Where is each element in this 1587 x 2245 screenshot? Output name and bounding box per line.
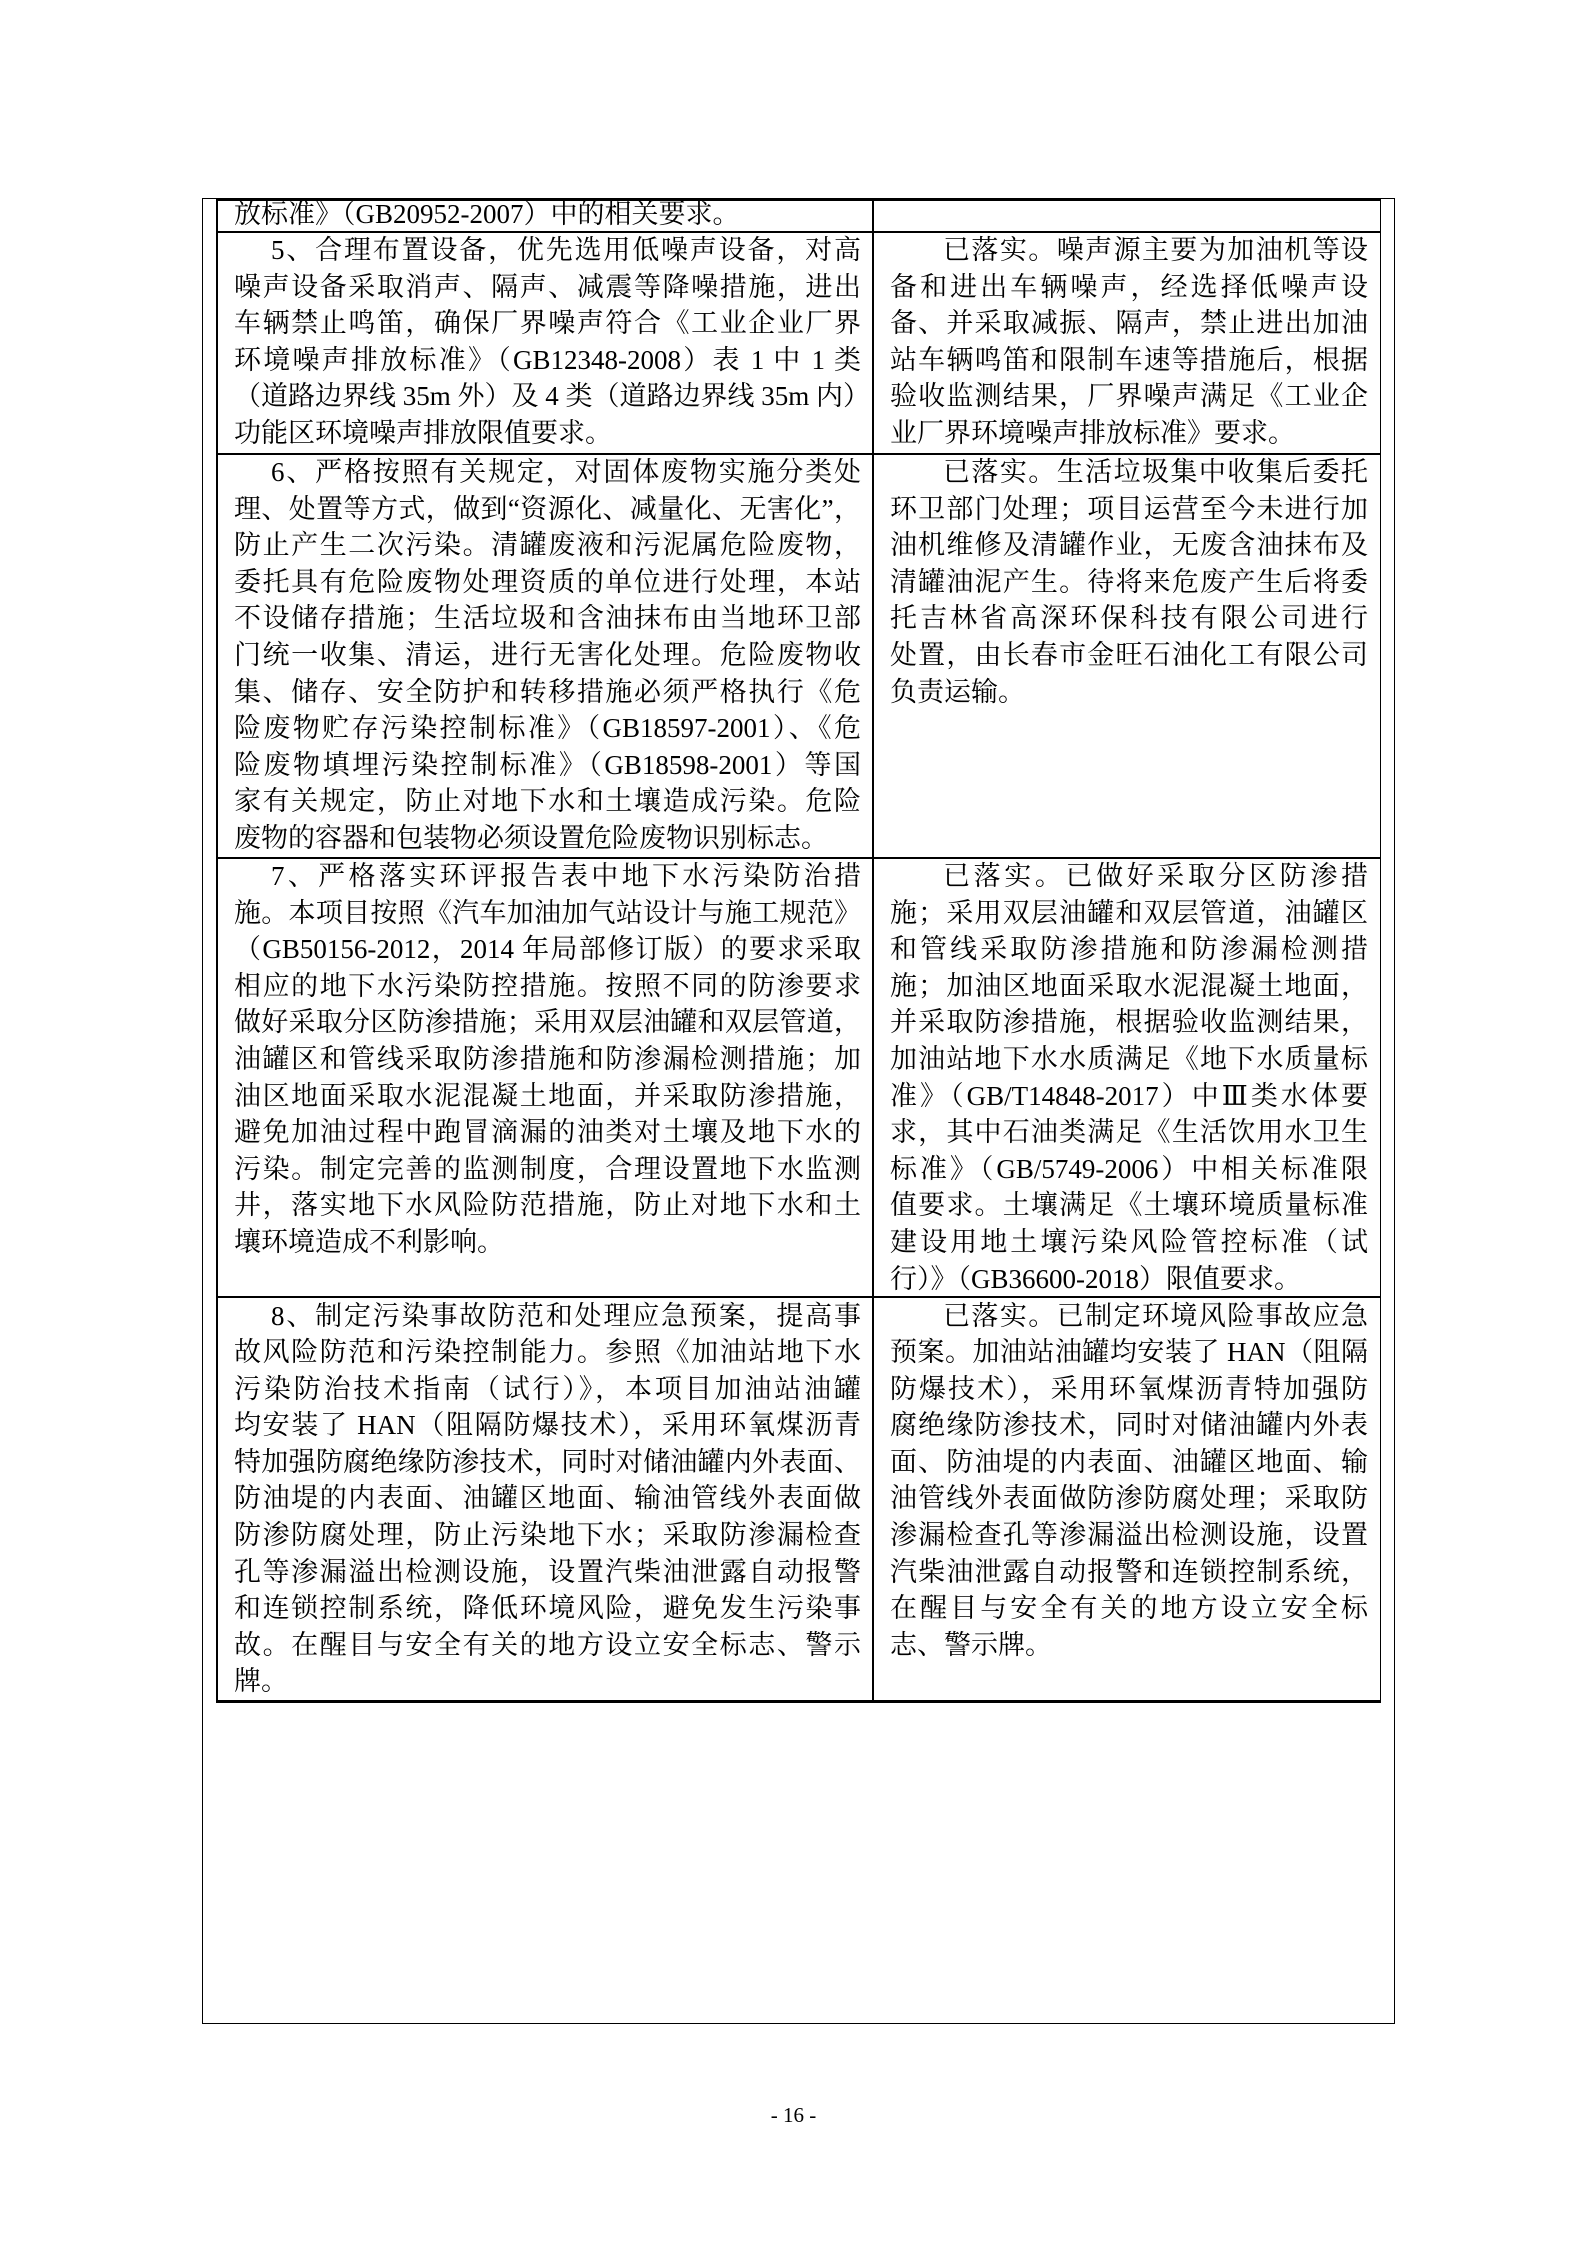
requirement-line: 特加强防腐绝缘防渗技术，同时对储油罐内外表面、 <box>234 1446 861 1477</box>
implementation-cell <box>873 1298 1381 1700</box>
requirement-line: 防止产生二次污染。清罐废液和污泥属危险废物， <box>234 530 861 561</box>
implementation-line: 加油站地下水水质满足《地下水质量标 <box>890 1043 1368 1074</box>
implementation-line: 清罐油泥产生。待将来危废产生后将委 <box>890 566 1368 597</box>
requirement-line: 和连锁控制系统，降低环境风险，避免发生污染事 <box>234 1593 861 1624</box>
requirement-line: 牌。 <box>234 1666 288 1697</box>
requirement-line: 污染防治技术指南（试行）》，本项目加油站油罐 <box>234 1373 861 1404</box>
table-row <box>216 858 1381 1296</box>
requirement-line: 防油堤的内表面、油罐区地面、输油管线外表面做 <box>234 1483 861 1514</box>
implementation-cell <box>873 858 1381 1296</box>
implementation-line: 已落实。噪声源主要为加油机等设 <box>943 235 1368 265</box>
implementation-line: 标准》（GB/5749-2006）中相关标准限 <box>890 1153 1368 1184</box>
requirement-line: 7、严格落实环评报告表中地下水污染防治措 <box>271 861 861 891</box>
requirement-line: 废物的容器和包装物必须设置危险废物识别标志。 <box>234 822 828 853</box>
implementation-line: 志、警示牌。 <box>890 1629 1052 1660</box>
implementation-line: 在醒目与安全有关的地方设立安全标 <box>890 1593 1368 1624</box>
requirement-line: 做好采取分区防渗措施；采用双层油罐和双层管道， <box>234 1007 861 1038</box>
implementation-line: 准》（GB/T14848-2017）中Ⅲ类水体要 <box>890 1080 1368 1111</box>
requirement-line: 车辆禁止鸣笛，确保厂界噪声符合《工业企业厂界 <box>234 308 861 339</box>
requirement-line: 5、合理布置设备，优先选用低噪声设备，对高 <box>271 235 861 265</box>
requirement-line: 避免加油过程中跑冒滴漏的油类对土壤及地下水的 <box>234 1117 861 1148</box>
requirement-line: 环境噪声排放标准》（GB12348-2008）表 1 中 1 类 <box>234 344 861 375</box>
requirement-cell <box>216 454 873 857</box>
requirement-line: 壤环境造成不利影响。 <box>234 1226 504 1257</box>
page-number: - 16 - <box>770 2103 817 2127</box>
requirement-line: 故风险防范和污染控制能力。参照《加油站地下水 <box>234 1337 861 1368</box>
requirement-line: 放标准》（GB20952-2007）中的相关要求。 <box>234 199 740 229</box>
implementation-line: 站车辆鸣笛和限制车速等措施后，根据 <box>890 344 1368 375</box>
requirement-line: 油罐区和管线采取防渗措施和防渗漏检测措施；加 <box>234 1043 861 1074</box>
implementation-line: 环卫部门处理；项目运营至今未进行加 <box>890 493 1368 524</box>
implementation-line: 并采取防渗措施，根据验收监测结果， <box>890 1007 1368 1038</box>
requirement-line: 委托具有危险废物处理资质的单位进行处理，本站 <box>234 566 861 597</box>
compliance-table <box>216 198 1381 1703</box>
requirement-line: 功能区环境噪声排放限值要求。 <box>234 417 612 448</box>
table-row <box>216 198 1381 231</box>
implementation-line: 施；加油区地面采取水泥混凝土地面， <box>890 970 1368 1001</box>
implementation-cell <box>873 198 1381 231</box>
implementation-line: 和管线采取防渗措施和防渗漏检测措 <box>890 934 1368 965</box>
implementation-line: 已落实。已制定环境风险事故应急 <box>943 1300 1368 1331</box>
implementation-line: 业厂界环境噪声排放标准》要求。 <box>890 417 1295 448</box>
implementation-line: 值要求。土壤满足《土壤环境质量标准 <box>890 1190 1368 1221</box>
implementation-line: 已落实。生活垃圾集中收集后委托 <box>943 457 1368 487</box>
implementation-line: 防爆技术），采用环氧煤沥青特加强防 <box>890 1373 1368 1404</box>
requirement-line: 噪声设备采取消声、隔声、减震等降噪措施，进出 <box>234 271 861 302</box>
implementation-line: 渗漏检查孔等渗漏溢出检测设施，设置 <box>890 1520 1368 1551</box>
requirement-line: 均安装了 HAN（阻隔防爆技术），采用环氧煤沥青 <box>234 1410 861 1441</box>
requirement-cell <box>216 232 873 453</box>
requirement-line: 孔等渗漏溢出检测设施，设置汽柴油泄露自动报警 <box>234 1556 861 1587</box>
requirement-line: 险废物贮存污染控制标准》（GB18597-2001）、《危 <box>234 713 861 744</box>
requirement-line: 故。在醒目与安全有关的地方设立安全标志、警示 <box>234 1629 861 1660</box>
requirement-cell <box>216 1298 873 1700</box>
requirement-line: 井，落实地下水风险防范措施，防止对地下水和土 <box>234 1190 861 1221</box>
requirement-line: 门统一收集、清运，进行无害化处理。危险废物收 <box>234 639 861 670</box>
implementation-line: 建设用地土壤污染风险管控标准（试 <box>890 1226 1368 1257</box>
requirement-line: 8、制定污染事故防范和处理应急预案，提高事 <box>271 1300 861 1331</box>
implementation-line: 备和进出车辆噪声，经选择低噪声设 <box>890 271 1368 302</box>
requirement-line: 污染。制定完善的监测制度，合理设置地下水监测 <box>234 1153 861 1184</box>
requirement-line: 油区地面采取水泥混凝土地面，并采取防渗措施， <box>234 1080 861 1111</box>
implementation-line: 汽柴油泄露自动报警和连锁控制系统， <box>890 1556 1368 1587</box>
implementation-line: 预案。加油站油罐均安装了 HAN（阻隔 <box>890 1337 1368 1368</box>
table-bottom-rule <box>216 1700 1381 1703</box>
implementation-line: 面、防油堤的内表面、油罐区地面、输 <box>890 1446 1368 1477</box>
table-row <box>216 454 1381 857</box>
implementation-line: 备、并采取减振、隔声，禁止进出加油 <box>890 308 1368 339</box>
implementation-line: 负责运输。 <box>890 676 1025 707</box>
table-row <box>216 232 1381 453</box>
requirement-line: 施。本项目按照《汽车加油加气站设计与施工规范》 <box>234 897 861 928</box>
requirement-line: 不设储存措施；生活垃圾和含油抹布由当地环卫部 <box>234 603 861 634</box>
requirement-line: 家有关规定，防止对地下水和土壤造成污染。危险 <box>234 786 861 817</box>
table-row <box>216 1298 1381 1700</box>
implementation-line: 验收监测结果，厂界噪声满足《工业企 <box>890 381 1368 412</box>
requirement-line: 相应的地下水污染防控措施。按照不同的防渗要求 <box>234 970 861 1001</box>
implementation-line: 已落实。已做好采取分区防渗措 <box>943 861 1368 891</box>
implementation-line: 求，其中石油类满足《生活饮用水卫生 <box>890 1117 1368 1148</box>
requirement-line: 集、储存、安全防护和转移措施必须严格执行《危 <box>234 676 861 707</box>
implementation-line: 施；采用双层油罐和双层管道，油罐区 <box>890 897 1368 928</box>
requirement-line: 防渗防腐处理，防止污染地下水；采取防渗漏检查 <box>234 1520 861 1551</box>
implementation-cell <box>873 454 1381 857</box>
implementation-cell <box>873 232 1381 453</box>
requirement-line: 理、处置等方式，做到“资源化、减量化、无害化”， <box>234 493 861 524</box>
requirement-line: 6、严格按照有关规定，对固体废物实施分类处 <box>271 457 861 487</box>
requirement-cell <box>216 858 873 1296</box>
requirement-line: （道路边界线 35m 外）及 4 类（道路边界线 35m 内） <box>234 381 871 412</box>
requirement-line: （GB50156-2012，2014 年局部修订版）的要求采取 <box>234 934 861 965</box>
requirement-cell <box>216 198 873 231</box>
implementation-line: 行）》（GB36600-2018）限值要求。 <box>890 1263 1301 1294</box>
implementation-line: 油管线外表面做防渗防腐处理；采取防 <box>890 1483 1368 1514</box>
implementation-line: 腐绝缘防渗技术，同时对储油罐内外表 <box>890 1410 1368 1441</box>
requirement-line: 险废物填埋污染控制标准》（GB18598-2001）等国 <box>234 749 861 780</box>
implementation-line: 托吉林省高深环保科技有限公司进行 <box>890 603 1368 634</box>
implementation-line: 处置，由长春市金旺石油化工有限公司 <box>890 639 1368 670</box>
implementation-line: 油机维修及清罐作业，无废含油抹布及 <box>890 530 1368 561</box>
